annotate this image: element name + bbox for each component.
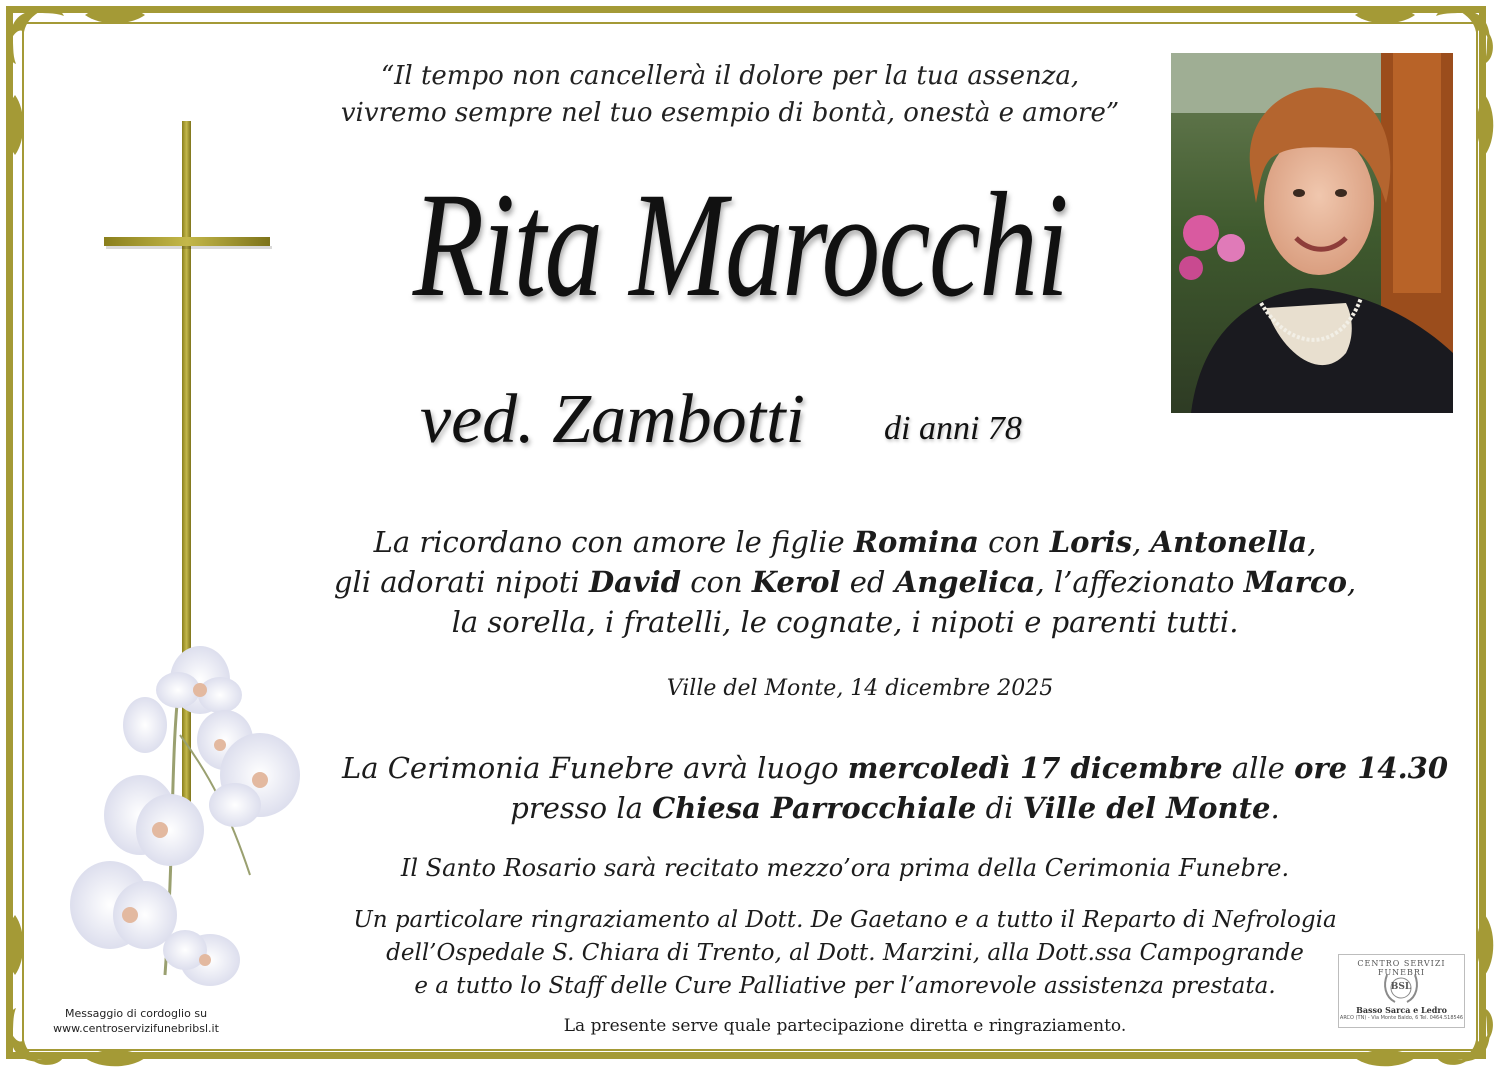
leaf-ornament-left-upper <box>2 90 28 160</box>
place-date: Ville del Monte, 14 dicembre 2025 <box>666 676 1054 701</box>
name-kerol: Kerol <box>751 565 841 599</box>
thanks-line-1: Un particolare ringraziamento al Dott. De Gaetano e a tutto il Reparto di Nefrologia <box>353 907 1337 933</box>
memorial-quote <box>290 58 1170 132</box>
text-segment: La ricordano con amore le figlie <box>373 525 854 559</box>
name-romina: Romina <box>853 525 979 559</box>
ceremony-line-1 <box>330 748 1460 788</box>
leaf-ornament-bottom-left <box>80 1045 150 1071</box>
text-segment: , l’affezionato <box>1035 565 1244 599</box>
ceremony-church: Chiesa Parrocchiale <box>652 791 977 825</box>
condolence-website-link[interactable]: www.centroservizifunebribsl.it <box>53 1022 219 1035</box>
text-segment: di <box>976 791 1023 825</box>
leaf-ornament-top-left <box>80 2 150 28</box>
name-angelica: Angelica <box>894 565 1036 599</box>
family-announcement <box>300 522 1390 642</box>
deceased-name: Rita Marocchi <box>412 162 1068 328</box>
text-segment: ed <box>840 565 895 599</box>
logo-name: Basso Sarca e Ledro <box>1356 1005 1447 1015</box>
text-segment: con <box>681 565 752 599</box>
cross-with-orchids-image <box>60 115 320 995</box>
leaf-ornament-bottom-right <box>1350 1045 1420 1071</box>
leaf-ornament-right-lower <box>1472 910 1498 980</box>
text-segment: , <box>1307 525 1317 559</box>
text-segment: presso la <box>510 791 653 825</box>
logo-monogram: BSL <box>1390 982 1412 992</box>
leaf-ornament-left-lower <box>2 910 28 980</box>
family-line-1 <box>300 522 1390 562</box>
text-segment: , <box>1346 565 1357 599</box>
acknowledgements <box>300 904 1390 1003</box>
married-name: ved. Zambotti <box>420 381 805 458</box>
leaf-ornament-right-upper <box>1472 90 1498 160</box>
ceremony-line-2 <box>330 788 1460 828</box>
text-segment: alle <box>1222 751 1295 785</box>
rosary-note: Il Santo Rosario sarà recitato mezzo’ora prima della Cerimonia Funebre. <box>400 854 1290 882</box>
thanks-line-2: dell’Ospedale S. Chiara di Trento, al Dott. Marzini, alla Dott.ssa Campogrande <box>386 940 1304 966</box>
corner-ornament-top-left <box>2 2 72 72</box>
ceremony-date: mercoledì 17 dicembre <box>847 751 1223 785</box>
ceremony-location: Ville del Monte <box>1022 791 1271 825</box>
thanks-line-3: e a tutto lo Staff delle Cure Palliative per l’amorevole assistenza prestata. <box>414 973 1276 999</box>
family-line-2 <box>300 562 1390 602</box>
logo-title: CENTRO SERVIZI FUNEBRI <box>1357 959 1446 977</box>
ceremony-time: ore 14.30 <box>1294 751 1449 785</box>
deceased-photo <box>1171 53 1453 413</box>
funeral-service-logo <box>1338 954 1465 1028</box>
text-segment: gli adorati nipoti <box>333 565 589 599</box>
family-line-3: la sorella, i fratelli, le cognate, i nipoti e parenti tutti. <box>451 605 1239 639</box>
quote-line-2: vivremo sempre nel tuo esempio di bontà, onestà e amore” <box>340 98 1120 128</box>
text-segment: . <box>1270 791 1280 825</box>
condolence-message <box>36 1006 236 1036</box>
footer-note: La presente serve quale partecipazione diretta e ringraziamento. <box>563 1016 1127 1036</box>
logo-address: ARCO (TN) - Via Monte Baldo, 6 Tel. 0464.518546 <box>1339 1015 1464 1021</box>
name-david: David <box>588 565 682 599</box>
name-marco: Marco <box>1243 565 1347 599</box>
name-antonella: Antonella <box>1150 525 1308 559</box>
text-segment: con <box>978 525 1050 559</box>
text-segment: La Cerimonia Funebre avrà luogo <box>341 751 848 785</box>
leaf-ornament-top-right <box>1350 2 1420 28</box>
text-segment: , <box>1132 525 1151 559</box>
quote-line-1: “Il tempo non cancellerà il dolore per la tua assenza, <box>380 61 1080 91</box>
deceased-age: di anni 78 <box>884 410 1022 447</box>
ceremony-info <box>330 748 1460 828</box>
name-loris: Loris <box>1049 525 1133 559</box>
condolence-line-1: Messaggio di cordoglio su <box>64 1007 208 1020</box>
